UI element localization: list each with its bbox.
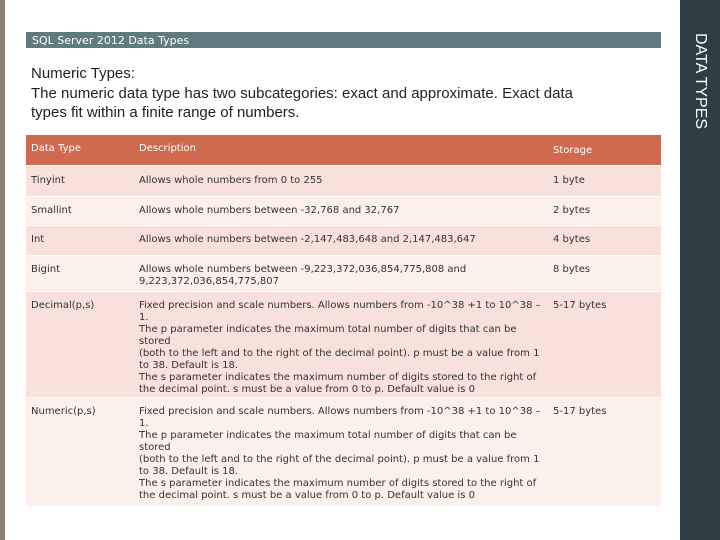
cell-description: Allows whole numbers between -9,223,372,036,854,775,808 and 9,223,372,036,854,775,807: [139, 264, 467, 287]
header-data-type: Data Type: [31, 143, 82, 154]
cell-storage: 2 bytes: [553, 205, 591, 216]
cell-description: Allows whole numbers from 0 to 255: [139, 175, 323, 186]
table-row: [26, 166, 661, 197]
title-bar: [26, 32, 661, 48]
cell-type: Bigint: [31, 264, 61, 275]
table-row: [26, 197, 661, 226]
heading-line-2: The numeric data type has two subcategories: exact and approximate. Exact data: [31, 84, 573, 102]
table-row: [26, 226, 661, 256]
header-storage: Storage: [553, 145, 593, 156]
cell-description: Allows whole numbers between -2,147,483,648 and 2,147,483,647: [139, 234, 476, 245]
cell-storage: 4 bytes: [553, 234, 591, 245]
data-types-table: [26, 134, 661, 507]
cell-storage: 5-17 bytes: [553, 300, 607, 311]
cell-type: Tinyint: [31, 175, 65, 186]
table-header-row: [26, 135, 661, 166]
side-label: DATA TYPES: [692, 33, 709, 130]
cell-description: Fixed precision and scale numbers. Allows numbers from -10^38 +1 to 10^38 –1. The p parameter indicates the maximum total number of digits that can be stored (both to the left and to the right of the decimal point). p must be a value from 1 to 38. Default is 18. The s parameter indicates the maximum number of digits stored to the right of the decimal point. s must be a value from 0 to p. Default value is 0: [139, 406, 541, 501]
heading-line-3: types fit within a finite range of numbers.: [31, 104, 300, 121]
cell-type: Numeric(p,s): [31, 406, 96, 417]
cell-description: Allows whole numbers between -32,768 and 32,767: [139, 205, 400, 216]
table-row: [26, 398, 661, 507]
table-row: [26, 292, 661, 398]
heading-text: [31, 64, 661, 123]
heading-line-1: Numeric Types:: [31, 65, 135, 82]
cell-description: Fixed precision and scale numbers. Allows numbers from -10^38 +1 to 10^38 –1. The p parameter indicates the maximum total number of digits that can be stored (both to the left and to the right of the decimal point). p must be a value from 1 to 38. Default is 18. The s parameter indicates the maximum number of digits stored to the right of the decimal point. s must be a value from 0 to p. Default value is 0: [139, 300, 541, 395]
left-accent-strip: [0, 0, 5, 540]
slide-title: SQL Server 2012 Data Types: [32, 34, 190, 47]
cell-storage: 5-17 bytes: [553, 406, 607, 417]
cell-type: Smallint: [31, 205, 72, 216]
header-description: Description: [139, 143, 196, 154]
table-row: [26, 256, 661, 292]
side-panel: [680, 0, 720, 540]
cell-storage: 1 byte: [553, 175, 585, 186]
cell-type: Int: [31, 234, 45, 245]
cell-storage: 8 bytes: [553, 264, 591, 275]
cell-type: Decimal(p,s): [31, 300, 95, 311]
